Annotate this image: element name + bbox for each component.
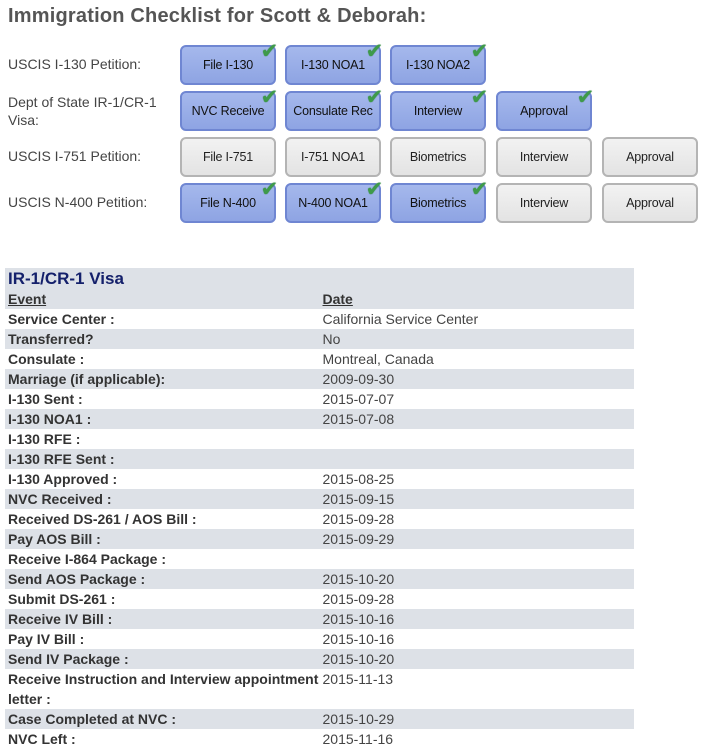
table-row xyxy=(5,429,634,449)
table-row xyxy=(5,609,634,629)
checklist-row-label: Dept of State IR-1/CR-1 Visa: xyxy=(8,94,157,128)
event-cell: I-130 RFE Sent : xyxy=(5,449,320,469)
event-cell: Receive Instruction and Interview appointment letter : xyxy=(5,669,320,709)
checklist-row-label: USCIS I-751 Petition: xyxy=(8,148,142,164)
step-label: I-130 NOA1 xyxy=(300,58,365,72)
table-row xyxy=(5,489,634,509)
table-row xyxy=(5,469,634,489)
event-cell: I-130 RFE : xyxy=(5,429,320,449)
date-cell xyxy=(320,429,635,449)
step-button[interactable] xyxy=(390,137,486,177)
date-cell: 2015-09-28 xyxy=(320,509,635,529)
table-row xyxy=(5,669,634,709)
checklist-row-label: USCIS N-400 Petition: xyxy=(8,194,148,210)
step-button[interactable] xyxy=(285,86,383,131)
event-cell: Service Center : xyxy=(5,309,320,329)
checkmark-icon: ✔ xyxy=(365,178,383,201)
event-cell: Send IV Package : xyxy=(5,649,320,669)
table-row xyxy=(5,709,634,729)
date-cell: 2015-09-15 xyxy=(320,489,635,509)
visa-timeline-table xyxy=(5,268,634,749)
checklist-row xyxy=(0,137,708,183)
step-button[interactable] xyxy=(285,137,381,177)
table-row xyxy=(5,449,634,469)
step-label: Biometrics xyxy=(409,196,467,210)
table-row xyxy=(5,309,634,329)
step-button[interactable] xyxy=(285,178,383,223)
table-row xyxy=(5,729,634,749)
date-cell: 2015-10-20 xyxy=(320,649,635,669)
checkmark-icon: ✔ xyxy=(365,86,383,109)
table-title: IR-1/CR-1 Visa xyxy=(5,268,634,289)
event-cell: I-130 Sent : xyxy=(5,389,320,409)
date-cell: 2015-10-16 xyxy=(320,609,635,629)
checkmark-icon: ✔ xyxy=(260,178,278,201)
date-cell: Montreal, Canada xyxy=(320,349,635,369)
step-label: Approval xyxy=(520,104,568,118)
date-cell: 2015-08-25 xyxy=(320,469,635,489)
date-cell xyxy=(320,449,635,469)
date-cell: 2015-10-20 xyxy=(320,569,635,589)
event-cell: Case Completed at NVC : xyxy=(5,709,320,729)
date-cell: 2015-07-07 xyxy=(320,389,635,409)
event-cell: I-130 Approved : xyxy=(5,469,320,489)
step-label: Interview xyxy=(519,196,569,210)
checkmark-icon: ✔ xyxy=(576,86,594,109)
step-button[interactable] xyxy=(180,40,278,85)
event-cell: NVC Left : xyxy=(5,729,320,749)
page-title: Immigration Checklist for Scott & Deborah: xyxy=(8,5,427,27)
checkmark-icon: ✔ xyxy=(365,40,383,63)
step-label: Interview xyxy=(519,150,569,164)
table-row xyxy=(5,529,634,549)
step-button[interactable] xyxy=(496,183,592,223)
event-cell: Send AOS Package : xyxy=(5,569,320,589)
event-cell: Pay AOS Bill : xyxy=(5,529,320,549)
event-cell: Submit DS-261 : xyxy=(5,589,320,609)
date-cell: 2015-10-16 xyxy=(320,629,635,649)
step-label: Biometrics xyxy=(409,150,467,164)
step-label: N-400 NOA1 xyxy=(298,196,368,210)
step-label: I-130 NOA2 xyxy=(405,58,470,72)
date-cell: California Service Center xyxy=(320,309,635,329)
checkmark-icon: ✔ xyxy=(260,86,278,109)
step-button[interactable] xyxy=(390,40,488,85)
table-row xyxy=(5,509,634,529)
table-row xyxy=(5,409,634,429)
checklist-row-label: USCIS I-130 Petition: xyxy=(8,56,142,72)
step-label: I-751 NOA1 xyxy=(300,150,365,164)
event-cell: Receive IV Bill : xyxy=(5,609,320,629)
checkmark-icon: ✔ xyxy=(470,86,488,109)
step-button[interactable] xyxy=(180,137,276,177)
date-cell: 2015-09-28 xyxy=(320,589,635,609)
date-cell xyxy=(320,549,635,569)
date-cell: 2015-11-13 xyxy=(320,669,635,709)
event-cell: NVC Received : xyxy=(5,489,320,509)
table-row xyxy=(5,569,634,589)
table-row xyxy=(5,369,634,389)
step-button[interactable] xyxy=(602,137,698,177)
step-button[interactable] xyxy=(496,137,592,177)
step-button[interactable] xyxy=(390,178,488,223)
date-cell: 2015-11-16 xyxy=(320,729,635,749)
date-cell: 2015-09-29 xyxy=(320,529,635,549)
step-label: File I-130 xyxy=(202,58,254,72)
event-cell: Received DS-261 / AOS Bill : xyxy=(5,509,320,529)
event-cell: Consulate : xyxy=(5,349,320,369)
column-header-date: Date xyxy=(320,289,635,309)
table-row xyxy=(5,629,634,649)
date-cell: 2015-10-29 xyxy=(320,709,635,729)
step-label: Approval xyxy=(626,150,674,164)
step-button[interactable] xyxy=(496,86,594,131)
checklist-row xyxy=(0,86,708,137)
date-cell: 2015-07-08 xyxy=(320,409,635,429)
step-label: File I-751 xyxy=(202,150,254,164)
step-button[interactable] xyxy=(602,183,698,223)
step-button[interactable] xyxy=(390,86,488,131)
table-row xyxy=(5,349,634,369)
step-button[interactable] xyxy=(180,86,278,131)
step-label: Interview xyxy=(413,104,463,118)
step-label: Approval xyxy=(626,196,674,210)
event-cell: Marriage (if applicable): xyxy=(5,369,320,389)
date-cell: 2009-09-30 xyxy=(320,369,635,389)
checkmark-icon: ✔ xyxy=(260,40,278,63)
checkmark-icon: ✔ xyxy=(470,40,488,63)
date-cell: No xyxy=(320,329,635,349)
table-row xyxy=(5,589,634,609)
step-label: Consulate Rec xyxy=(293,104,373,118)
table-row xyxy=(5,329,634,349)
checklist-row xyxy=(0,40,708,91)
event-cell: Pay IV Bill : xyxy=(5,629,320,649)
table-row xyxy=(5,649,634,669)
event-cell: Receive I-864 Package : xyxy=(5,549,320,569)
step-button[interactable] xyxy=(180,178,278,223)
step-button[interactable] xyxy=(285,40,383,85)
event-cell: Transferred? xyxy=(5,329,320,349)
step-label: NVC Receive xyxy=(191,104,265,118)
event-cell: I-130 NOA1 : xyxy=(5,409,320,429)
table-row xyxy=(5,549,634,569)
column-header-event: Event xyxy=(5,289,320,309)
step-label: File N-400 xyxy=(200,196,256,210)
table-row xyxy=(5,389,634,409)
checklist-row xyxy=(0,178,708,229)
checkmark-icon: ✔ xyxy=(470,178,488,201)
